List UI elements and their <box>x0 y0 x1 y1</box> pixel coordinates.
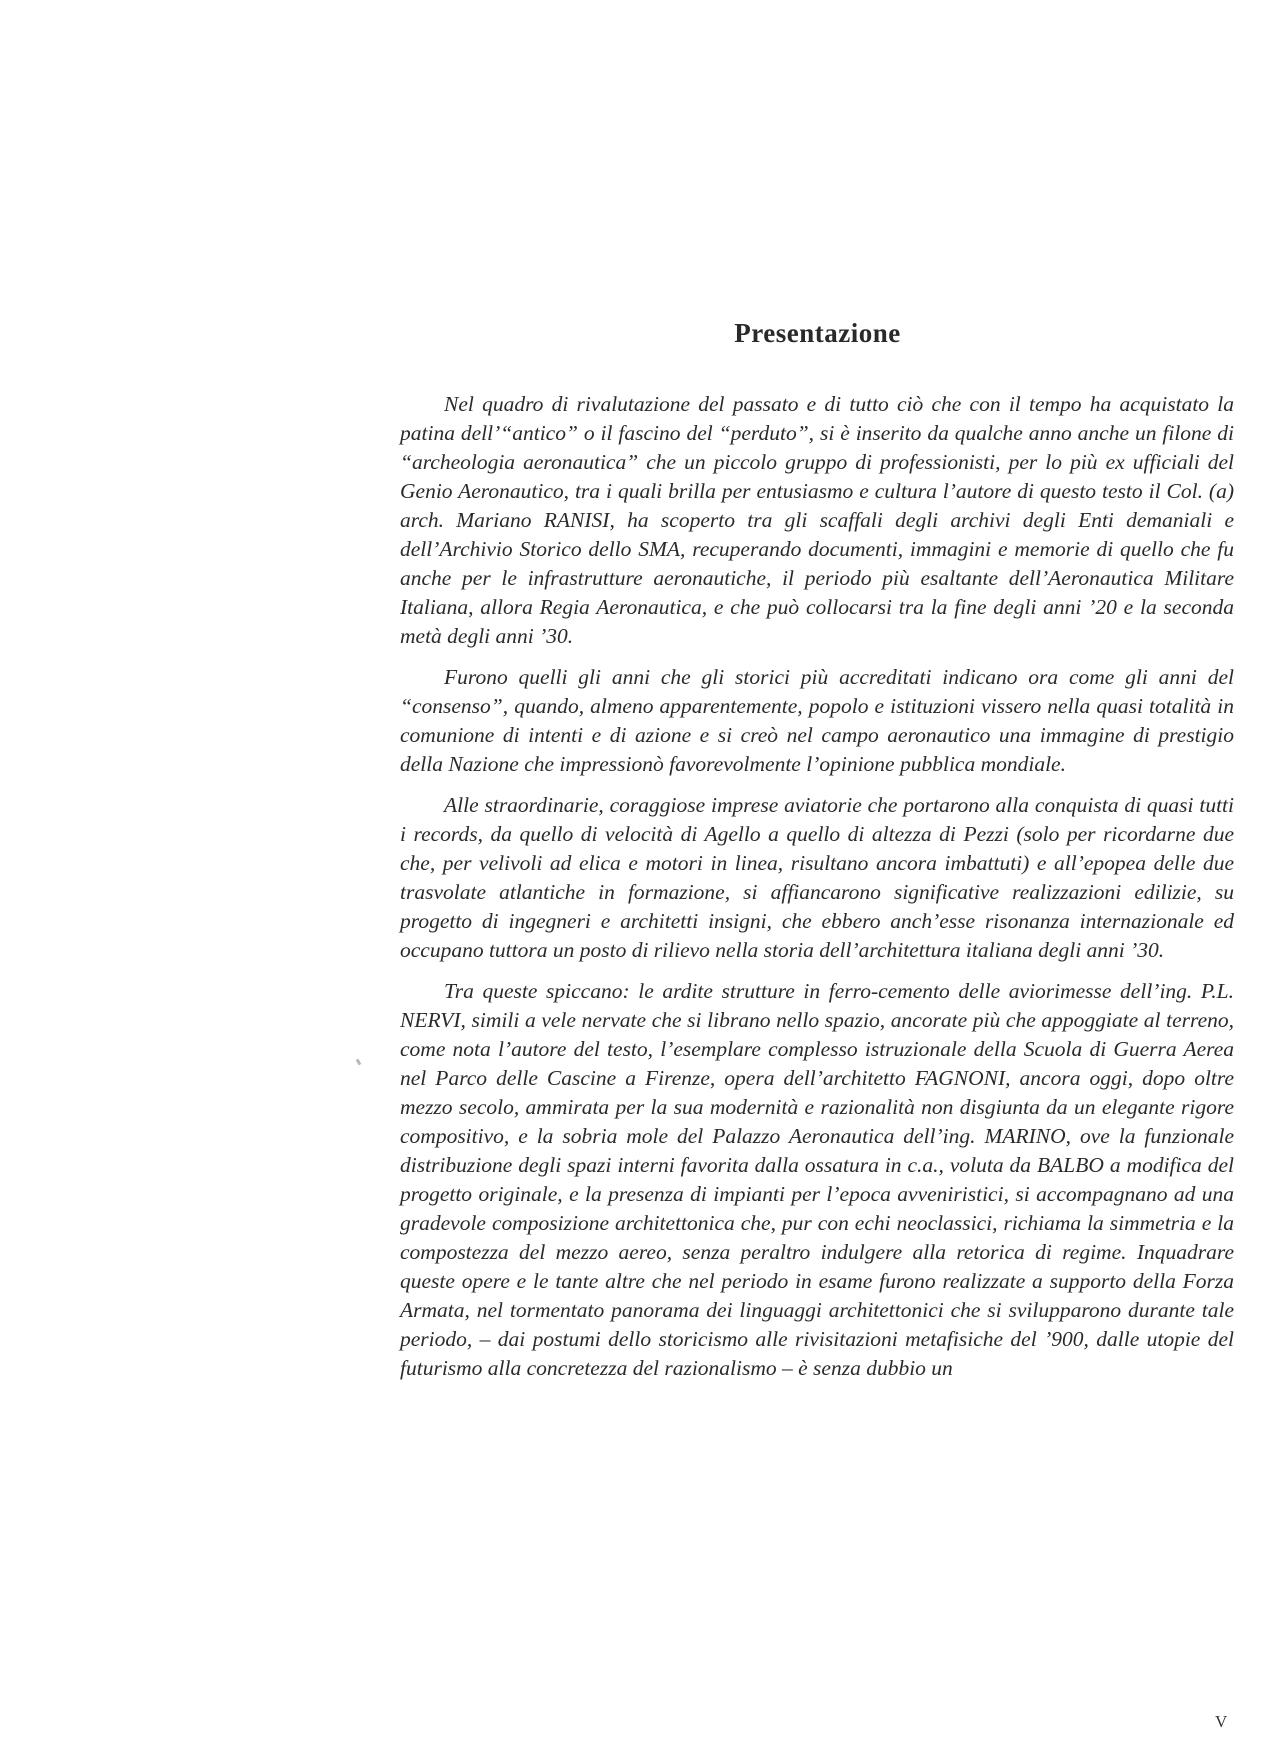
page-number: V <box>1215 1712 1228 1731</box>
page-title: Presentazione <box>734 318 901 348</box>
paragraph-1: Nel quadro di rivalutazione del passato e di tutto ciò che con il tempo ha acquistato la patina dell’“antico” o il fascino del “perduto”, si è inserito da qualche anno anche un filone di “archeologia aeronautica” che un piccolo gruppo di professionisti, per lo più ex ufficiali del Genio Aeronautico, tra i quali brilla per entusiasmo e cultura l’autore di questo testo il Col. (a) arch. Mariano RANISI, ha scoperto tra gli scaffali degli archivi degli Enti demaniali e dell’Archivio Storico dello SMA, recuperando documenti, immagini e memorie di quello che fu anche per le infrastrutture aeronautiche, il periodo più esaltante dell’Aeronautica Militare Italiana, allora Regia Aeronautica, e che può collocarsi tra la fine degli anni ’20 e la seconda metà degli anni ’30. <box>400 392 1234 648</box>
paragraph-3: Alle straordinarie, coraggiose imprese aviatorie che portarono alla conquista di quasi tutti i records, da quello di velocità di Agello a quello di altezza di Pezzi (solo per ricordarne due che, per velivoli ad elica e motori in linea, risultano ancora imbattuti) e all’epopea delle due trasvolate atlantiche in formazione, si affiancarono significative realizzazioni edilizie, su progetto di ingegneri e architetti insigni, che ebbero anch’esse risonanza internazionale ed occupano tuttora un posto di rilievo nella storia dell’architettura italiana degli anni ’30. <box>400 793 1234 962</box>
paragraph-2: Furono quelli gli anni che gli storici più accreditati indicano ora come gli anni del “consenso”, quando, almeno apparentemente, popolo e istituzioni vissero nella quasi totalità in comunione di intenti e di azione e si creò nel campo aeronautico una immagine di prestigio della Nazione che impressionò favorevolmente l’opinione pubblica mondiale. <box>400 665 1234 776</box>
scan-speck <box>356 1059 362 1066</box>
body-text <box>400 390 1234 1395</box>
paragraph-4: Tra queste spiccano: le ardite strutture in ferro-cemento delle aviorimesse dell’ing. P.L. NERVI, simili a vele nervate che si librano nello spazio, ancorate più che appoggiate al terreno, come nota l’autore del testo, l’esemplare complesso istruzionale della Scuola di Guerra Aerea nel Parco delle Cascine a Firenze, opera dell’architetto FAGNONI, ancora oggi, dopo oltre mezzo secolo, ammirata per la sua modernità e razionalità non disgiunta da un elegante rigore compositivo, e la sobria mole del Palazzo Aeronautica dell’ing. MARINO, ove la funzionale distribuzione degli spazi interni favorita dalla ossatura in c.a., voluta da BALBO a modifica del progetto originale, e la presenza di impianti per l’epoca avveniristici, si accompagnano ad una gradevole composizione architettonica che, pur con echi neoclassici, richiama la simmetria e la compostezza del mezzo aereo, senza peraltro indulgere alla retorica di regime. Inquadrare queste opere e le tante altre che nel periodo in esame furono realizzate a supporto della Forza Armata, nel tormentato panorama dei linguaggi architettonici che si svilupparono durante tale periodo, – dai postumi dello storicismo alle rivisitazioni metafisiche del ’900, dalle utopie del futurismo alla concretezza del razionalismo – è senza dubbio un <box>400 979 1234 1380</box>
